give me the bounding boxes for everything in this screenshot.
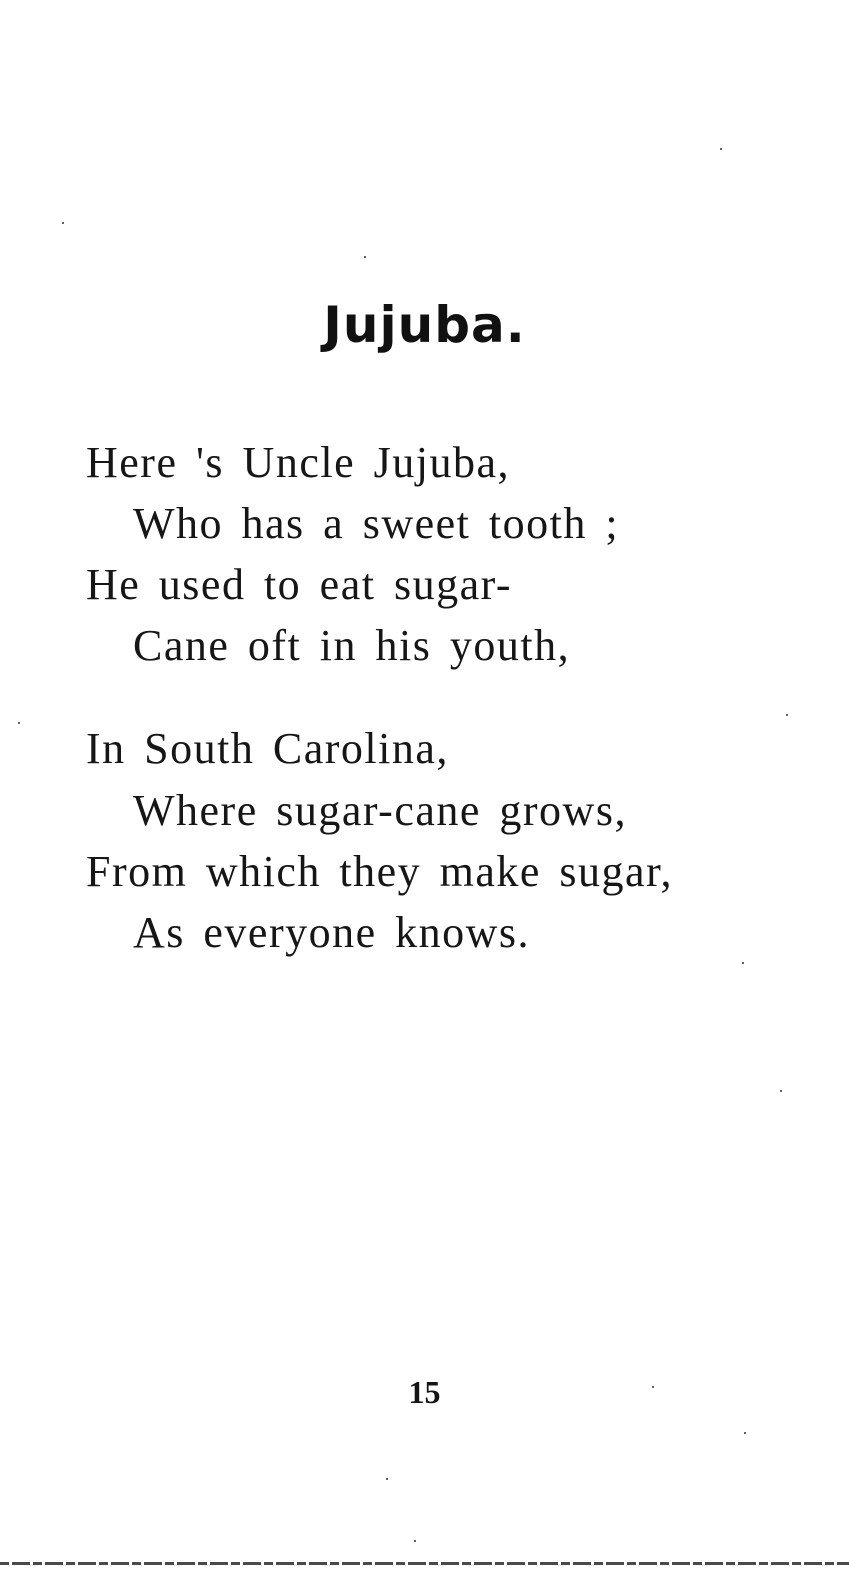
scan-speck <box>742 962 744 964</box>
poem-line: Where sugar-cane grows, <box>133 786 627 835</box>
poem-title: Jujuba. <box>323 296 526 354</box>
poem-line: Who has a sweet tooth ; <box>133 499 620 548</box>
poem-line: Here 's Uncle Jujuba, <box>86 438 510 487</box>
scan-speck <box>720 148 722 150</box>
poem-line: In South Carolina, <box>86 724 449 773</box>
scan-speck <box>62 222 64 224</box>
poem-line: As everyone knows. <box>133 908 531 957</box>
scan-speck <box>780 1090 782 1092</box>
scan-speck <box>386 1478 388 1480</box>
scan-speck <box>18 722 20 724</box>
poem-line: He used to eat sugar- <box>86 560 513 609</box>
scan-speck <box>786 714 788 716</box>
scan-speck <box>364 256 366 258</box>
scan-speck <box>744 1432 746 1434</box>
poem-line: From which they make sugar, <box>86 847 673 896</box>
scan-speck <box>414 1540 416 1542</box>
scan-edge-line <box>0 1562 849 1565</box>
page-number: 15 <box>408 1374 441 1410</box>
poem-line: Cane oft in his youth, <box>133 621 571 670</box>
scan-speck <box>652 1386 654 1388</box>
